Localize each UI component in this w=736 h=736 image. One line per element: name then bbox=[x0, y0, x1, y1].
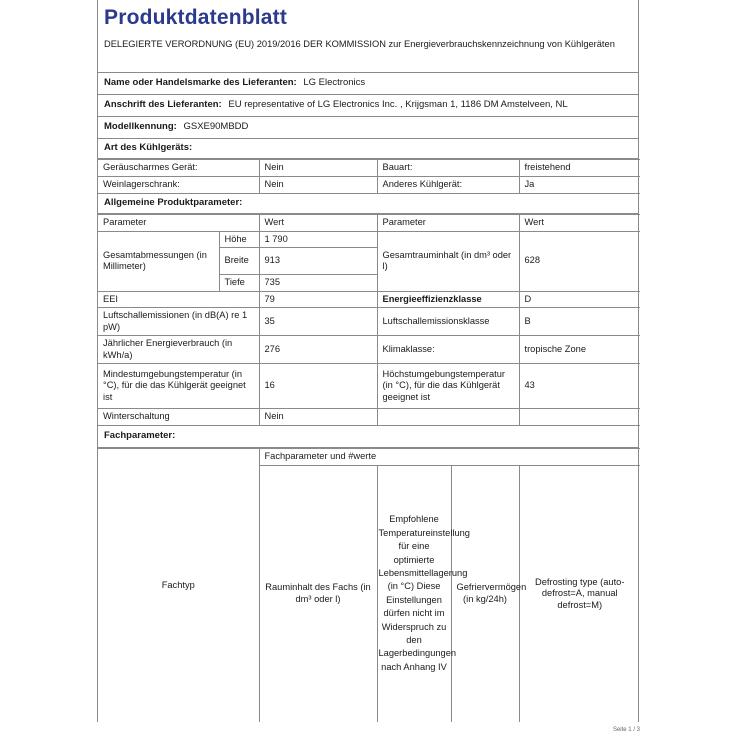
column-header: Parameter bbox=[377, 215, 519, 232]
parameter-label: Höchstumgebungstemperatur (in °C), für die das Kühlgerät geeignet ist bbox=[377, 364, 519, 409]
title-row bbox=[98, 0, 638, 36]
parameter-value: B bbox=[519, 308, 640, 336]
type-value: Ja bbox=[519, 177, 640, 194]
parameter-label: Jährlicher Energieverbrauch (in kWh/a) bbox=[98, 336, 259, 364]
parameter-value: 79 bbox=[259, 291, 377, 308]
total-volume-value: 628 bbox=[519, 231, 640, 291]
address-label: Anschrift des Lieferanten: bbox=[104, 99, 222, 110]
parameter-value: 276 bbox=[259, 336, 377, 364]
type-label: Weinlagerschrank: bbox=[98, 177, 259, 194]
dimension-name: Breite bbox=[219, 248, 259, 275]
type-table bbox=[98, 159, 640, 194]
dimension-row bbox=[98, 231, 640, 248]
supplier-value: LG Electronics bbox=[303, 77, 366, 88]
supplier-row bbox=[98, 73, 638, 95]
parameter-label: Winterschaltung bbox=[98, 409, 259, 426]
address-value: EU representative of LG Electronics Inc. , Krijgsman 1, 1186 DM Amstelveen, NL bbox=[228, 99, 568, 110]
dimension-value: 913 bbox=[259, 248, 377, 275]
column-header: Wert bbox=[259, 215, 377, 232]
model-label: Modellkennung: bbox=[104, 121, 177, 132]
model-value: GSXE90MBDD bbox=[183, 121, 249, 132]
column-header: Parameter bbox=[98, 215, 259, 232]
datasheet bbox=[97, 0, 639, 722]
regulation-intro: DELEGIERTE VERORDNUNG (EU) 2019/2016 DER KOMMISSION zur Energieverbrauchskennzeichnung von Kühlgeräten bbox=[98, 36, 638, 73]
parameter-label: Mindestumgebungstemperatur (in °C), für die das Kühlgerät geeignet ist bbox=[98, 364, 259, 409]
general-table bbox=[98, 214, 640, 426]
general-header-row bbox=[98, 215, 640, 232]
parameter-value: D bbox=[519, 291, 640, 308]
general-section-heading: Allgemeine Produktparameter: bbox=[98, 194, 638, 214]
parameter-label: Luftschallemissionsklasse bbox=[377, 308, 519, 336]
compartment-temperature-header: Empfohlene Temperatureinstellung für eine optimierte Lebensmittellagerung (in °C) Diese Einstellungen dürfen nicht im Widerspruch zu den Lagerbedingungen nach Anhang IV bbox=[377, 466, 451, 722]
compartment-group-header: Fachparameter und #werte bbox=[259, 449, 640, 466]
column-header: Wert bbox=[519, 215, 640, 232]
address-row bbox=[98, 95, 638, 117]
type-section-heading: Art des Kühlgeräts: bbox=[98, 139, 638, 159]
compartment-defrost-header: Defrosting type (auto-defrost=A, manual defrost=M) bbox=[519, 466, 640, 722]
empty-cell bbox=[519, 409, 640, 426]
page-title: Produktdatenblatt bbox=[104, 6, 288, 29]
type-label: Bauart: bbox=[377, 160, 519, 177]
dimension-name: Tiefe bbox=[219, 275, 259, 292]
dimension-value: 735 bbox=[259, 275, 377, 292]
type-row bbox=[98, 177, 640, 194]
type-value: Nein bbox=[259, 160, 377, 177]
dimension-name: Höhe bbox=[219, 231, 259, 248]
parameter-row bbox=[98, 364, 640, 409]
parameter-row bbox=[98, 409, 640, 426]
model-row bbox=[98, 117, 638, 139]
parameter-value: 43 bbox=[519, 364, 640, 409]
type-label: Anderes Kühlgerät: bbox=[377, 177, 519, 194]
compartment-volume-header: Rauminhalt des Fachs (in dm³ oder l) bbox=[259, 466, 377, 722]
parameter-value: 35 bbox=[259, 308, 377, 336]
type-row bbox=[98, 160, 640, 177]
parameter-label: Luftschallemissionen (in dB(A) re 1 pW) bbox=[98, 308, 259, 336]
parameter-value: Nein bbox=[259, 409, 377, 426]
compartment-freezing-header: Gefriervermögen (in kg/24h) bbox=[451, 466, 519, 722]
parameter-label: Energieeffizienzklasse bbox=[377, 291, 519, 308]
dimensions-label: Gesamtabmessungen (in Millimeter) bbox=[98, 231, 219, 291]
parameter-label: Klimaklasse: bbox=[377, 336, 519, 364]
type-label: Geräuscharmes Gerät: bbox=[98, 160, 259, 177]
parameter-value: tropische Zone bbox=[519, 336, 640, 364]
parameter-row bbox=[98, 308, 640, 336]
dimension-value: 1 790 bbox=[259, 231, 377, 248]
type-value: Nein bbox=[259, 177, 377, 194]
compartment-table bbox=[98, 448, 640, 722]
type-value: freistehend bbox=[519, 160, 640, 177]
parameter-label: EEI bbox=[98, 291, 259, 308]
parameter-value: 16 bbox=[259, 364, 377, 409]
compartment-section-heading: Fachparameter: bbox=[98, 426, 638, 448]
compartment-group-header-row bbox=[98, 449, 640, 466]
compartment-type-header: Fachtyp bbox=[98, 449, 259, 722]
total-volume-label: Gesamtrauminhalt (in dm³ oder l) bbox=[377, 231, 519, 291]
parameter-row bbox=[98, 336, 640, 364]
parameter-row bbox=[98, 291, 640, 308]
page-number: Seite 1 / 3 bbox=[612, 727, 640, 733]
supplier-label: Name oder Handelsmarke des Lieferanten: bbox=[104, 77, 297, 88]
empty-cell bbox=[377, 409, 519, 426]
